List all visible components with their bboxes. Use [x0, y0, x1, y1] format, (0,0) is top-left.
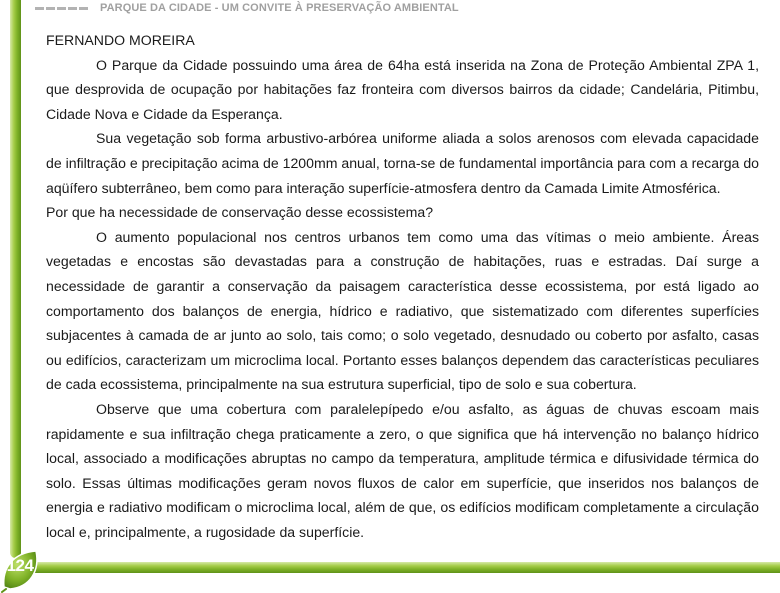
article-body — [46, 28, 759, 544]
running-header — [35, 1, 459, 15]
question-heading: Por que ha necessidade de conservação desse ecossistema? — [46, 204, 434, 221]
author-name: FERNANDO MOREIRA — [46, 32, 195, 48]
paragraph: O Parque da Cidade possuindo uma área de 64ha está inserida na Zona de Proteção Ambiental ZPA 1, que desprovida de ocupação por habitações faz fronteira com diversos bairros da cidade; Candelária, Pitimbu, Cidade Nova e Cidade da Esperança. — [46, 56, 759, 122]
paragraph: O aumento populacional nos centros urbanos tem como uma das vítimas o meio ambiente. Áreas vegetadas e encostas são devastadas para a construção de habitações, ruas e estradas. Daí surge a necessidade de garantir a conservação da paisagem característica desse ecossistema, por está ligado ao comportamento dos balanços de energia, hídrico e radiativo, que sistematizado com diferentes superfícies subjacentes à camada de ar junto ao solo, tais como; o solo vegetado, desnudado ou coberto por asfalto, casas ou edifícios, caracterizam um microclima local. Portanto esses balanços dependem das características peculiares de cada ecossistema, principalmente na sua estrutura superficial, tipo de solo e sua cobertura. — [46, 228, 759, 393]
left-decorative-bar — [10, 0, 21, 558]
header-dash-ornament — [35, 7, 90, 10]
page-number: 124 — [6, 556, 34, 575]
bottom-decorative-bar — [20, 562, 780, 573]
paragraph: Sua vegetação sob forma arbustivo-arbórea uniforme aliada a solos arenosos com elevada capacidade de infiltração e precipitação acima de 1200mm anual, torna-se de fundamental importância para com a recarga do aqüífero subterrâneo, bem como para interação superfície-atmosfera dentro da Camada Limite Atmosférica. — [46, 130, 759, 196]
paragraph: Observe que uma cobertura com paralelepípedo e/ou asfalto, as águas de chuvas escoam mais rapidamente e sua infiltração chega praticamente a zero, o que significa que há intervenção no balanço hídrico local, associado a modificações abruptas no campo da temperatura, amplitude térmica e difusividade térmica do solo. Essas últimas modificações geram novos fluxos de calor em superfície, que inseridos nos balanços de energia e radiativo modificam o microclima local, além de que, os edifícios modificam completamente a circulação local e, principalmente, a rugosidade da superfície. — [46, 400, 759, 540]
header-title: PARQUE DA CIDADE - UM CONVITE À PRESERVAÇÃO AMBIENTAL — [100, 2, 459, 14]
